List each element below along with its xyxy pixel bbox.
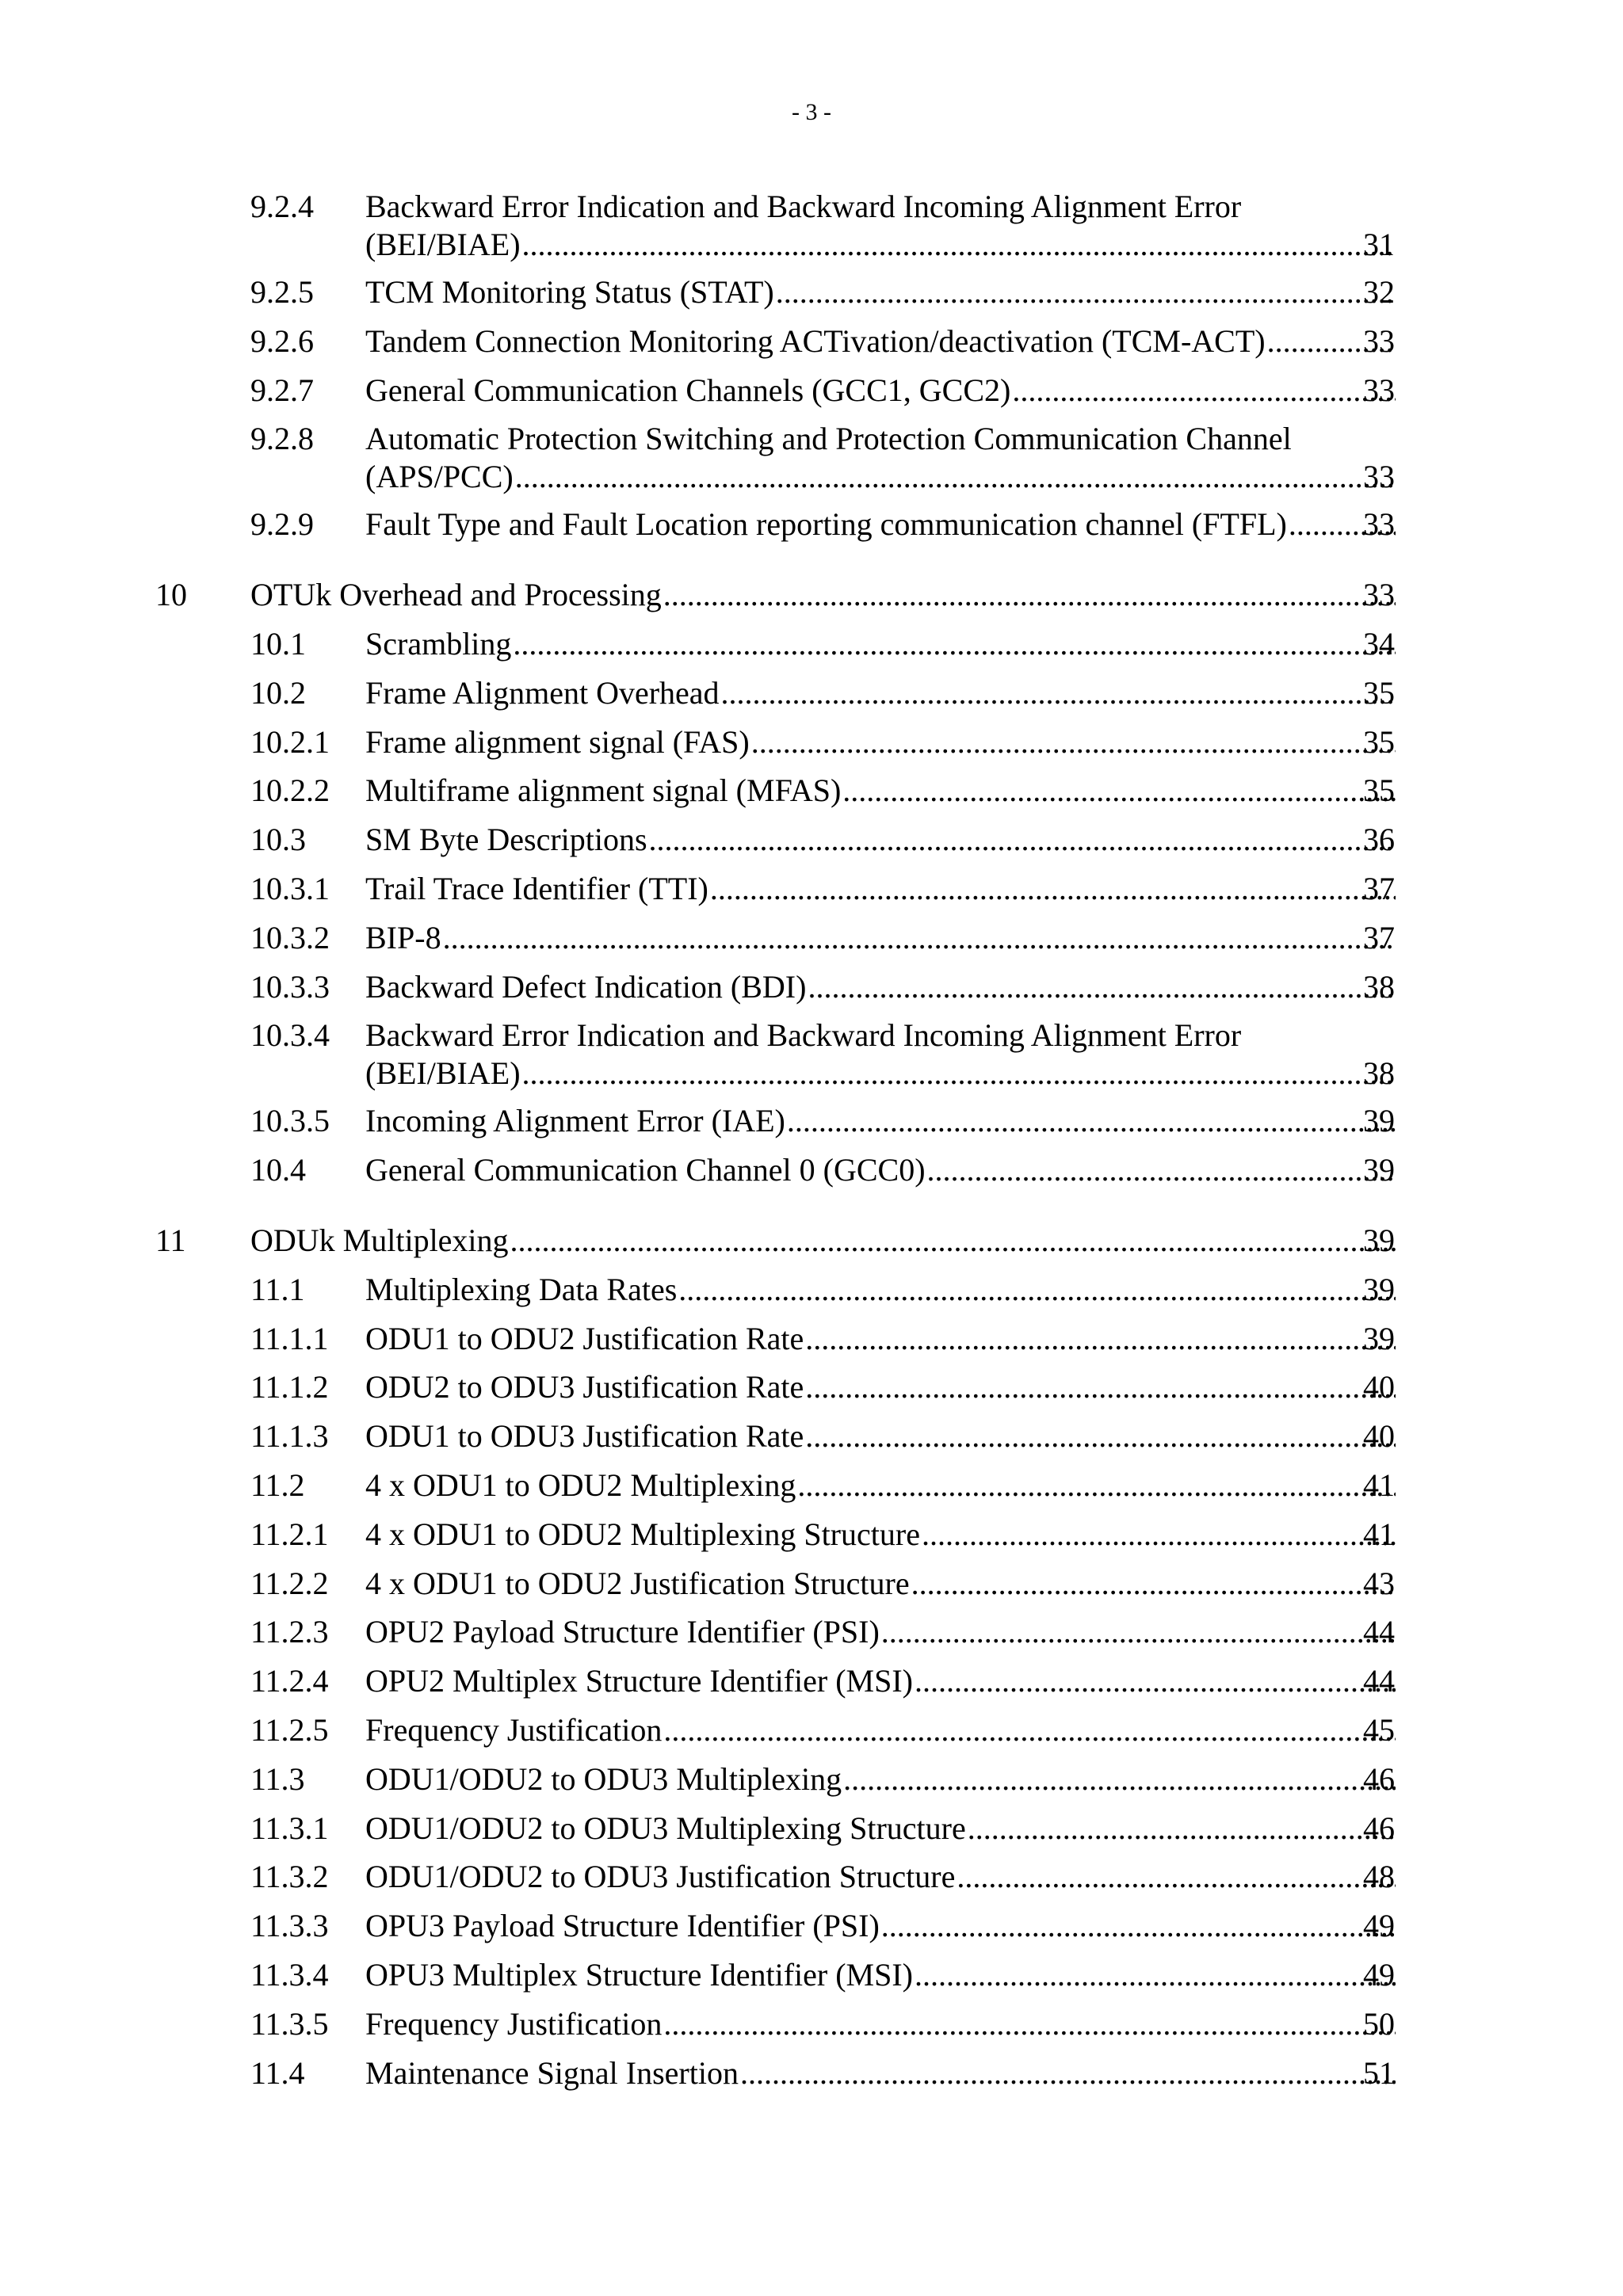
toc-entry-page: 38 <box>1363 1055 1395 1092</box>
toc-entry-title-continuation: (BEI/BIAE) <box>365 227 521 262</box>
toc-entry-title-text: General Communication Channels (GCC1, GCC2) <box>365 372 1011 408</box>
toc-entry-title <box>250 1222 1396 1260</box>
dot-leader <box>805 1368 1396 1406</box>
toc-entry[interactable] <box>0 1151 1623 1200</box>
toc-entry[interactable] <box>0 1466 1623 1516</box>
toc-entry-page: 35 <box>1363 723 1395 760</box>
toc-entry-title <box>365 625 1396 663</box>
toc-entry[interactable] <box>0 372 1623 421</box>
toc-entry-number: 11.2.2 <box>250 1565 329 1601</box>
toc-entry-page: 32 <box>1363 274 1395 310</box>
toc-entry-number: 10.1 <box>250 625 306 662</box>
dot-leader <box>721 674 1396 712</box>
toc-entry[interactable] <box>0 1760 1623 1810</box>
toc-entry[interactable] <box>0 968 1623 1017</box>
toc-entry-title-text: Multiplexing Data Rates <box>365 1271 678 1307</box>
toc-entry[interactable] <box>0 1102 1623 1151</box>
toc-entry-number: 11.3.2 <box>250 1859 329 1895</box>
toc-entry-page: 40 <box>1363 1369 1395 1405</box>
toc-entry-title-text: ODU1/ODU2 to ODU3 Multiplexing <box>365 1760 842 1797</box>
toc-entry-title-line: Backward Error Indication and Backward Incoming Alignment Error <box>365 189 1242 224</box>
toc-entry[interactable] <box>0 1320 1623 1369</box>
toc-entry-title-text: SM Byte Descriptions <box>365 822 647 858</box>
toc-entry-title <box>250 576 1396 614</box>
dot-leader <box>915 1956 1396 1994</box>
toc-entry-page: 36 <box>1363 822 1395 858</box>
toc-entry-title <box>365 1516 1396 1554</box>
toc-entry[interactable] <box>0 1858 1623 1907</box>
toc-entry-title <box>365 1613 1396 1651</box>
toc-entry-title <box>365 1102 1396 1140</box>
toc-entry-number: 11.3 <box>250 1760 305 1797</box>
toc-entry[interactable] <box>0 1417 1623 1466</box>
toc-entry-page: 39 <box>1363 1152 1395 1188</box>
toc-entry-title-text: Fault Type and Fault Location reporting communication channel (FTFL) <box>365 506 1287 543</box>
dot-leader <box>843 1760 1396 1798</box>
toc-entry-page: 45 <box>1363 1711 1395 1748</box>
toc-entry-number: 9.2.4 <box>250 189 314 224</box>
toc-entry-number: 11.2.1 <box>250 1516 329 1552</box>
dot-leader <box>787 1102 1396 1140</box>
toc-entry[interactable] <box>0 1016 1623 1102</box>
dot-leader <box>649 821 1396 859</box>
toc-entry-number: 10.2 <box>250 674 306 711</box>
dot-leader <box>805 1320 1396 1358</box>
toc-entry-page: 37 <box>1363 870 1395 906</box>
toc-entry-title-text: TCM Monitoring Status (STAT) <box>365 274 774 310</box>
toc-entry-title <box>365 821 1396 859</box>
toc-entry-title-text: ODU1/ODU2 to ODU3 Justification Structure <box>365 1859 956 1895</box>
toc-entry-number: 11.3.3 <box>250 1908 329 1944</box>
toc-entry-title <box>365 772 1396 810</box>
toc-entry-number: 9.2.9 <box>250 506 314 543</box>
toc-entry-page: 34 <box>1363 625 1395 662</box>
toc-entry[interactable] <box>0 1711 1623 1760</box>
toc-entry-page: 33 <box>1363 322 1395 359</box>
toc-entry-title-text: Frequency Justification <box>365 1711 663 1748</box>
toc-entry[interactable] <box>0 870 1623 919</box>
toc-entry[interactable] <box>0 821 1623 870</box>
dot-leader <box>510 1222 1396 1260</box>
toc-entry-number: 11.2 <box>250 1466 305 1503</box>
toc-entry-title-text: BIP-8 <box>365 919 441 955</box>
toc-entry-page: 41 <box>1363 1466 1395 1503</box>
toc-entry-number: 10.2.1 <box>250 723 330 760</box>
toc-entry-title-text: Frequency Justification <box>365 2005 663 2042</box>
toc-entry-page: 51 <box>1363 2054 1395 2091</box>
toc-entry-title <box>365 1565 1396 1603</box>
dot-leader <box>968 1810 1396 1848</box>
toc-entry-title <box>365 968 1396 1006</box>
toc-entry-page: 39 <box>1363 1320 1395 1356</box>
toc-entry-number: 11 <box>155 1222 186 1258</box>
toc-entry-number: 11.1.3 <box>250 1418 329 1455</box>
toc-entry[interactable] <box>0 2005 1623 2054</box>
toc-entry-page: 33 <box>1363 577 1395 613</box>
dot-leader <box>522 226 1396 264</box>
toc-entry-title-text: ODU1/ODU2 to ODU3 Multiplexing Structure <box>365 1810 966 1846</box>
toc-entry-title-text: ODU1 to ODU2 Justification Rate <box>365 1320 804 1356</box>
dot-leader <box>678 1271 1396 1309</box>
toc-entry[interactable] <box>0 1565 1623 1614</box>
dot-leader <box>740 2054 1396 2092</box>
toc-entry-title <box>365 1760 1396 1798</box>
toc-entry-title <box>365 2054 1396 2092</box>
toc-entry[interactable] <box>0 505 1623 555</box>
dot-leader <box>957 1858 1396 1896</box>
toc-entry-number: 11.2.4 <box>250 1663 329 1699</box>
toc-entry-number: 11.1.2 <box>250 1369 329 1405</box>
toc-entry[interactable] <box>0 1271 1623 1320</box>
toc-entry-title-text: OTUk Overhead and Processing <box>250 577 662 613</box>
toc-entry-title-text: Frame Alignment Overhead <box>365 674 720 711</box>
toc-entry-page: 37 <box>1363 919 1395 955</box>
toc-entry-page: 50 <box>1363 2005 1395 2042</box>
toc-entry-number: 10.2.2 <box>250 772 330 809</box>
toc-entry[interactable] <box>0 1516 1623 1565</box>
toc-entry-title <box>365 674 1396 712</box>
toc-entry-title-text: ODUk Multiplexing <box>250 1222 509 1258</box>
toc-entry-title <box>365 919 1396 957</box>
toc-entry[interactable] <box>0 723 1623 772</box>
dot-leader <box>842 772 1396 810</box>
dot-leader <box>805 1417 1396 1455</box>
toc-entry-page: 39 <box>1363 1103 1395 1139</box>
toc-entry-page: 41 <box>1363 1516 1395 1552</box>
dot-leader <box>915 1662 1396 1700</box>
toc-entry[interactable] <box>0 1368 1623 1417</box>
toc-entry-number: 11.3.4 <box>250 1956 329 1993</box>
toc-entry-page: 33 <box>1363 459 1395 495</box>
toc-entry[interactable] <box>0 1613 1623 1662</box>
toc-entry[interactable] <box>0 420 1623 505</box>
dot-leader <box>776 273 1396 311</box>
dot-leader <box>751 723 1396 761</box>
toc-entry-title-text: OPU3 Multiplex Structure Identifier (MSI) <box>365 1956 913 1993</box>
toc-entry[interactable] <box>0 273 1623 322</box>
toc-entry-page: 43 <box>1363 1565 1395 1601</box>
toc-entry-number: 10.3.4 <box>250 1017 330 1054</box>
toc-entry-title <box>365 322 1396 360</box>
toc-entry-number: 11.3.1 <box>250 1810 329 1846</box>
toc-entry-number: 11.1 <box>250 1271 305 1307</box>
dot-leader <box>663 1711 1396 1749</box>
toc-entry[interactable] <box>0 1810 1623 1859</box>
toc-entry[interactable] <box>0 625 1623 674</box>
toc-entry-page: 49 <box>1363 1956 1395 1993</box>
toc-entry-page: 44 <box>1363 1614 1395 1650</box>
toc-entry-page: 49 <box>1363 1908 1395 1944</box>
toc-entry-page: 40 <box>1363 1418 1395 1455</box>
dot-leader <box>663 576 1396 614</box>
toc-entry[interactable] <box>0 322 1623 372</box>
toc-entry-title-text: Incoming Alignment Error (IAE) <box>365 1103 785 1139</box>
toc-entry-number: 9.2.8 <box>250 421 314 457</box>
toc-entry-title-text: 4 x ODU1 to ODU2 Multiplexing Structure <box>365 1516 920 1552</box>
dot-leader <box>927 1151 1396 1189</box>
dot-leader <box>1012 372 1396 410</box>
dot-leader <box>881 1907 1396 1945</box>
toc-entry-title-text: Multiframe alignment signal (MFAS) <box>365 772 842 809</box>
toc-entry-title-text: 4 x ODU1 to ODU2 Multiplexing <box>365 1466 796 1503</box>
toc-entry-title <box>365 1956 1396 1994</box>
toc-entry[interactable] <box>0 919 1623 968</box>
toc-entry[interactable] <box>0 2054 1623 2103</box>
toc-entry[interactable] <box>0 1956 1623 2005</box>
toc-entry-number: 10.3 <box>250 822 306 858</box>
dot-leader <box>710 870 1396 908</box>
page-number: - 3 - <box>792 99 831 125</box>
toc-entry-number: 9.2.7 <box>250 372 314 408</box>
toc-entry-title-text: Backward Defect Indication (BDI) <box>365 968 807 1005</box>
toc-entry-title <box>365 870 1396 908</box>
toc-entry-page: 38 <box>1363 968 1395 1005</box>
toc-entry-title <box>365 1016 1396 1093</box>
toc-entry-title-text: 4 x ODU1 to ODU2 Justification Structure <box>365 1565 910 1601</box>
toc-entry-title <box>365 188 1396 264</box>
dot-leader <box>808 968 1396 1006</box>
toc-entry[interactable] <box>0 1662 1623 1711</box>
dot-leader <box>513 625 1396 663</box>
toc-entry-number: 10.3.3 <box>250 968 330 1005</box>
toc-entry-number: 10.3.1 <box>250 870 330 906</box>
toc-entry-page: 35 <box>1363 674 1395 711</box>
dot-leader <box>663 2005 1396 2043</box>
toc-entry-title <box>365 1368 1396 1406</box>
toc-entry-title <box>365 505 1396 543</box>
toc-entry-title-text: Scrambling <box>365 625 512 662</box>
toc-entry-number: 10.3.5 <box>250 1103 330 1139</box>
toc-entry-page: 31 <box>1363 227 1395 262</box>
toc-entry-title <box>365 1662 1396 1700</box>
toc-entry-page: 48 <box>1363 1859 1395 1895</box>
table-of-contents <box>0 188 1623 2103</box>
toc-entry[interactable] <box>0 1907 1623 1956</box>
toc-entry-title-continuation: (BEI/BIAE) <box>365 1055 521 1092</box>
toc-entry[interactable] <box>0 674 1623 723</box>
toc-entry[interactable] <box>0 188 1623 273</box>
toc-entry-title-text: OPU3 Payload Structure Identifier (PSI) <box>365 1908 880 1944</box>
toc-entry-page: 46 <box>1363 1760 1395 1797</box>
toc-entry-number: 9.2.5 <box>250 274 314 310</box>
toc-entry-title-text: OPU2 Multiplex Structure Identifier (MSI) <box>365 1663 913 1699</box>
toc-entry-title <box>365 273 1396 311</box>
dot-leader <box>797 1466 1396 1505</box>
toc-entry-page: 35 <box>1363 772 1395 809</box>
toc-entry-title-text: Maintenance Signal Insertion <box>365 2054 739 2091</box>
toc-entry-title <box>365 1271 1396 1309</box>
toc-entry-title <box>365 372 1396 410</box>
toc-entry-page: 39 <box>1363 1222 1395 1258</box>
toc-entry-title <box>365 1466 1396 1505</box>
toc-entry-title-text: ODU2 to ODU3 Justification Rate <box>365 1369 804 1405</box>
toc-entry-title-line: Backward Error Indication and Backward Incoming Alignment Error <box>365 1017 1242 1054</box>
toc-entry-title-text: ODU1 to ODU3 Justification Rate <box>365 1418 804 1455</box>
toc-entry-title-line: Automatic Protection Switching and Protection Communication Channel <box>365 421 1292 457</box>
toc-entry-number: 10.4 <box>250 1152 306 1188</box>
dot-leader <box>443 919 1396 957</box>
toc-entry[interactable] <box>0 576 1623 625</box>
dot-leader <box>522 1055 1396 1093</box>
toc-entry-title-text: Trail Trace Identifier (TTI) <box>365 870 708 906</box>
dot-leader <box>922 1516 1396 1554</box>
toc-entry-title <box>365 1858 1396 1896</box>
toc-entry-title-text: OPU2 Payload Structure Identifier (PSI) <box>365 1614 880 1650</box>
toc-entry-title <box>365 2005 1396 2043</box>
toc-entry-title <box>365 1151 1396 1189</box>
toc-entry-title <box>365 1810 1396 1848</box>
toc-entry-number: 11.1.1 <box>250 1320 329 1356</box>
toc-entry-title <box>365 1711 1396 1749</box>
toc-entry-title <box>365 420 1396 496</box>
dot-leader <box>515 458 1396 496</box>
toc-entry-page: 39 <box>1363 1271 1395 1307</box>
toc-entry-title <box>365 1417 1396 1455</box>
dot-leader <box>881 1613 1396 1651</box>
toc-entry-number: 11.2.3 <box>250 1614 329 1650</box>
toc-entry-page: 33 <box>1363 506 1395 543</box>
toc-entry-title-continuation: (APS/PCC) <box>365 459 514 495</box>
toc-entry-title <box>365 1320 1396 1358</box>
toc-entry[interactable] <box>0 772 1623 821</box>
toc-entry-number: 11.4 <box>250 2054 305 2091</box>
toc-entry-title-text: General Communication Channel 0 (GCC0) <box>365 1152 926 1188</box>
toc-entry-number: 10.3.2 <box>250 919 330 955</box>
toc-entry-title-text: Tandem Connection Monitoring ACTivation/deactivation (TCM-ACT) <box>365 322 1266 359</box>
toc-entry-page: 44 <box>1363 1663 1395 1699</box>
toc-entry[interactable] <box>0 1222 1623 1271</box>
toc-entry-number: 11.3.5 <box>250 2005 329 2042</box>
toc-entry-page: 33 <box>1363 372 1395 408</box>
dot-leader <box>911 1565 1396 1603</box>
toc-entry-title <box>365 1907 1396 1945</box>
toc-entry-number: 11.2.5 <box>250 1711 329 1748</box>
toc-entry-number: 9.2.6 <box>250 322 314 359</box>
toc-entry-number: 10 <box>155 577 187 613</box>
toc-entry-title <box>365 723 1396 761</box>
toc-entry-page: 46 <box>1363 1810 1395 1846</box>
toc-entry-title-text: Frame alignment signal (FAS) <box>365 723 750 760</box>
